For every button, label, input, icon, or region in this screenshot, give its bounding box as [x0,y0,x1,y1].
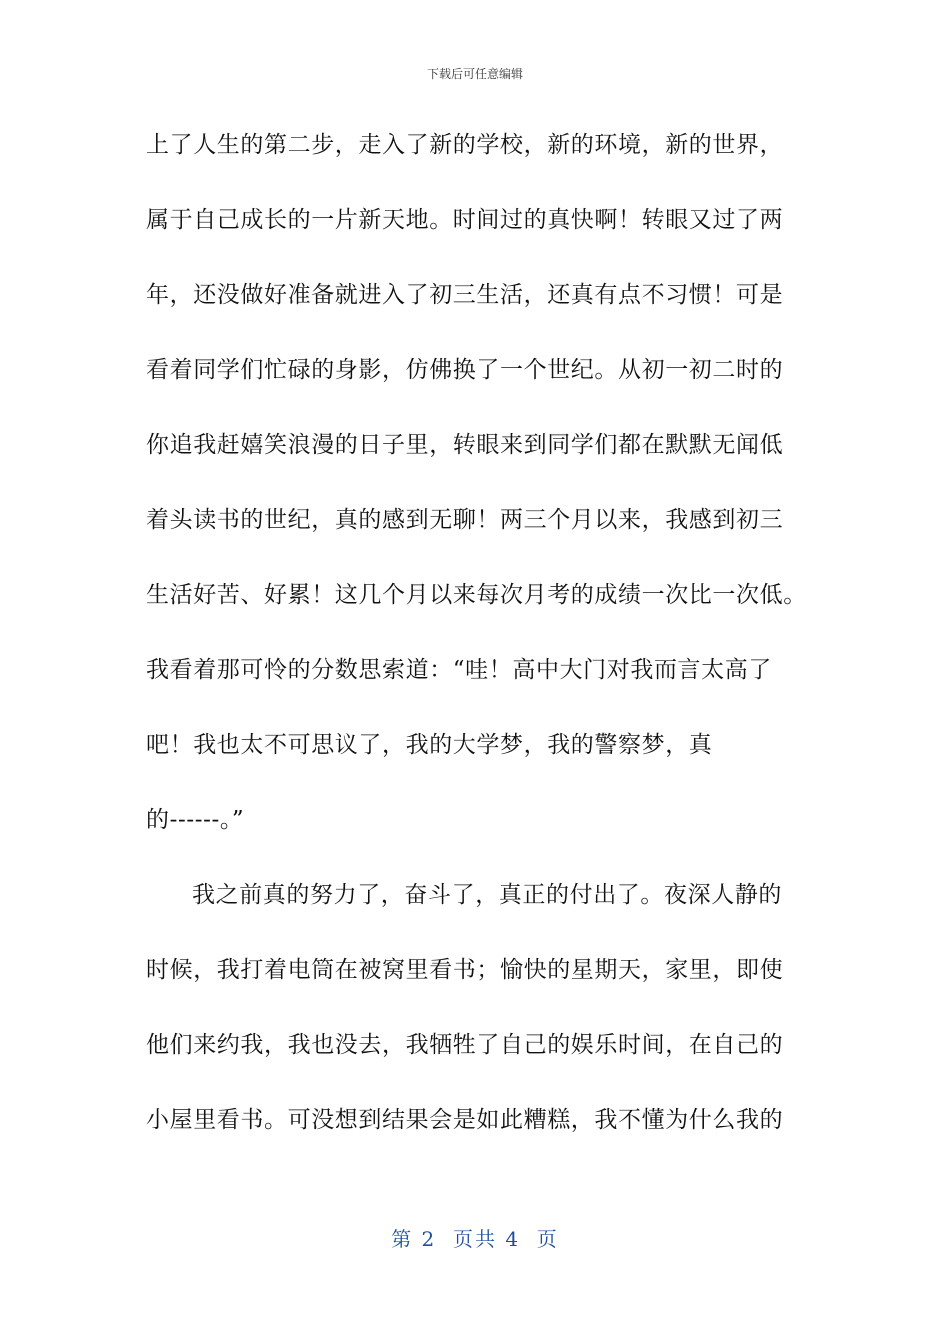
text-line: 你追我赶嬉笑浪漫的日子里，转眼来到同学们都在默默无闻低 [146,432,784,458]
text-line: 他们来约我，我也没去，我牺牲了自己的娱乐时间，在自己的 [146,1032,784,1058]
text-line: 看着同学们忙碌的身影，仿佛换了一个世纪。从初一初二时的 [146,357,784,383]
text-line: 年，还没做好准备就进入了初三生活，还真有点不习惯！可是 [146,282,784,308]
text-line: 上了人生的第二步，走入了新的学校，新的环境，新的世界， [146,132,784,158]
text-line: 我看着那可怜的分数思索道：“哇！高中大门对我而言太高了 [146,657,772,683]
text-line: 属于自己成长的一片新天地。时间过的真快啊！转眼又过了两 [146,207,784,233]
text-line: 生活好苦、好累！这几个月以来每次月考的成绩一次比一次低。 [146,582,807,608]
page-number-footer: 第 2 页共 4 页 [391,1227,559,1251]
paragraph-start-line: 我之前真的努力了，奋斗了，真正的付出了。夜深人静的 [192,882,782,908]
page-header: 下载后可任意编辑 [426,67,523,81]
text-line: 着头读书的世纪，真的感到无聊！两三个月以来，我感到初三 [146,507,784,533]
text-line: 小屋里看书。可没想到结果会是如此糟糕，我不懂为什么我的 [146,1107,784,1133]
text-line: 时候，我打着电筒在被窝里看书；愉快的星期天，家里，即使 [146,957,784,983]
document-body [146,125,811,1175]
text-line: 的------。” [146,807,245,833]
text-line: 吧！我也太不可思议了，我的大学梦，我的警察梦，真 [146,732,713,758]
